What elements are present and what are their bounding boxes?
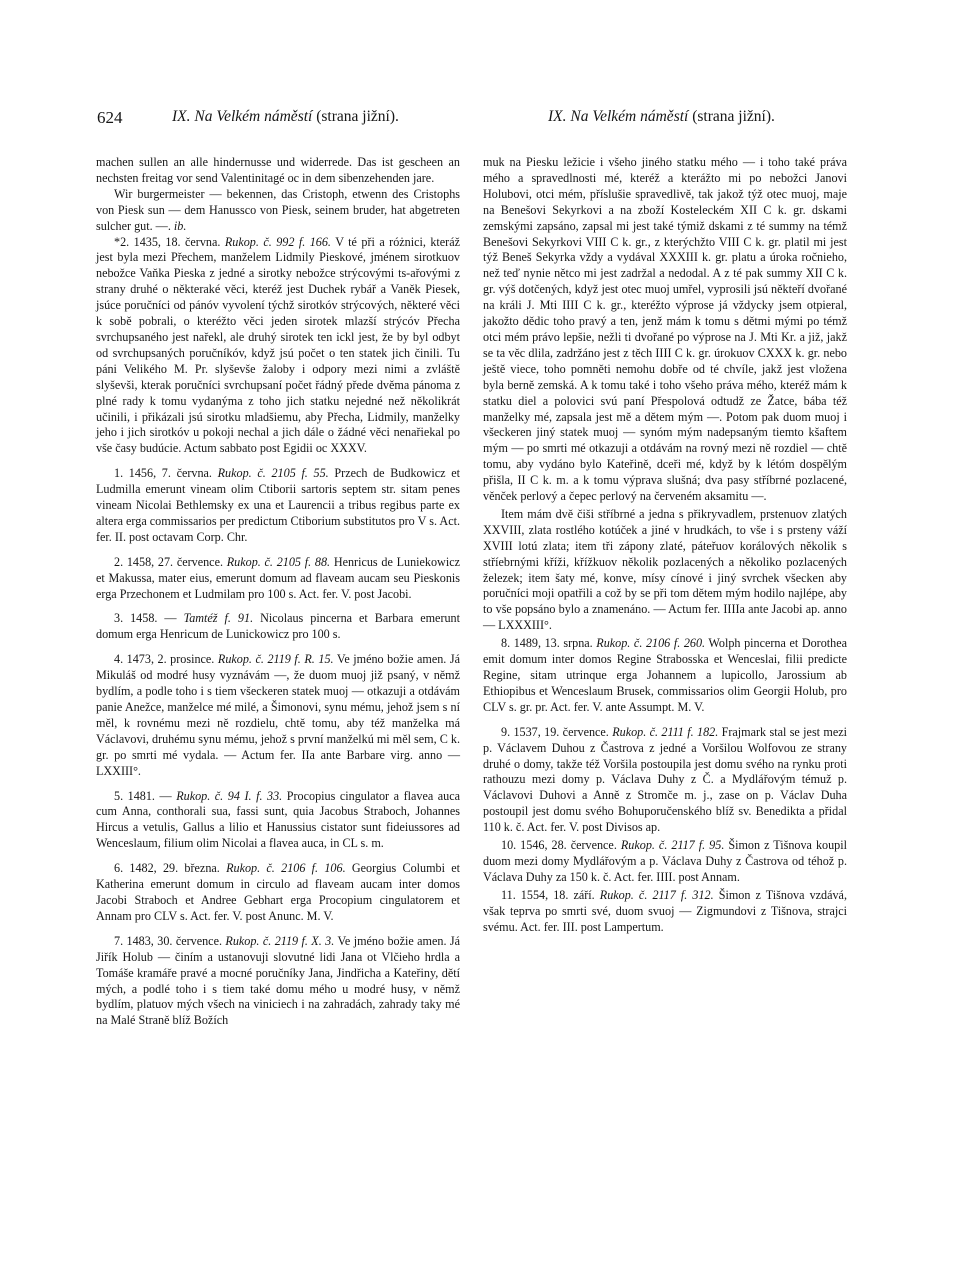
source-citation: Rukop. č. 2117 f. 312. xyxy=(599,887,714,902)
paragraph xyxy=(96,555,460,603)
paragraph-text: Šimon z Tišnova koupil duom mezi domy Mydlářovým a p. Václava Duhy z Častrova od téhož p. Václava Duhy za 150 k. č. Act. fer. IIII. post Annam. xyxy=(483,838,847,884)
header-left-title: Na Velkém náměstí xyxy=(194,108,313,125)
paragraph-text: V té při a różnici, kteráž jest byla mezi Přechem, manželem Lidmily Pieskové, jménem sirotkuov nebožce Vaňka Pieska z jedné a sirotky nebožce strýcovými ts-ařovými z strany druhé o některaké věci, kteréž jest Duchek rybář a Vaněk Piesek, jsúce poručníci od pánóv vyvolení týchž sirotkóv strýcových, některé věci k sobě pobrali, o kteréžto věci jeden sirotek mlazší strýcóv Přecha svrchupsaného jest nařekl, ale druhý sirotek ten ickl jest, že by byl odbyt od svrchupsaných poručníkóv, když jsú počet o ten statek jich činili. Tu páni Velikého M. Pr. slyševše žaloby i odpory mezi nimi a zvláště slyševši, kterak poručníci svrchupsaní počet řádný přede dvěma pánoma z plné rady k tomu vydanýma z toho jich statku nejedné než několikrát učinili, i přikázali jsú sirotku mladšiemu, aby Přecha, Lidmily, manželky jeho i jich sirotkóv u pokoji nechal a jich dále o žádné věci nenařiekal po vše časy budúcie. Actum sabbato post Egidii oc XXXV. xyxy=(96,234,460,456)
page-number: 624 xyxy=(97,108,123,127)
paragraph xyxy=(96,611,460,643)
paragraph xyxy=(483,155,847,505)
paragraph-text: Procopius cingulator a flavea auca cum Anna, conthorali sua, fassi sunt, quia Jacobus Straboch, Johannes Hircus a vetulis, Gallus a lilio et Hanussius cistator sunt fideiussores ad Wenceslaum, filium olim Nicolai a flavea auca, in CL s. m. xyxy=(96,788,461,851)
header-right-title: Na Velkém náměstí xyxy=(570,108,689,125)
paragraph-text: Item mám dvě čiši stříbrné a jedna s přikryvadlem, prstenuov zlatých XXVIII, zlata rostlého kotúček a jiné v hrudkách, to vše i s prsteny váží XVIII lotú zlata; item tři zápony zlaté, páteřuov korálových několik s stříebrnými kříži, křížkuov několik pozlacených a několiko pozlacených železek; item šaty mé, konve, mísy cínové i jiný svrchek všecken aby poručníci moji opatřili a což by se při tom dětem mým hodilo najlépe, aby to vše popsáno bylo a znamenáno. — Actum fer. IIIIa ante Jacobi ap. anno — LXXXIII°. xyxy=(483,506,847,633)
source-citation: Rukop. č. 94 I. f. 33. xyxy=(176,788,283,803)
paragraph xyxy=(96,789,460,853)
paragraph xyxy=(96,235,460,458)
paragraph-text: Ve jméno božie amen. Já Jiřík Holub — činím a ustanovuji slovutné lidi Jana ot Vlčieho hrdla a Tomáše kramáře pravé a mocné poručníky Jana, Jindřicha a Kateřiny, dětí mých, a podlé toho i s tiem také domu mého u modré husy, v němž bydlím, platuov mých všech na viniciech i na zahradách, zahrady taky mé na Malé Straně blíž Božích xyxy=(96,933,460,1028)
header-right-note: (strana jižní). xyxy=(692,108,775,125)
paragraph-text: 4. 1473, 2. prosince. xyxy=(114,652,218,667)
left-text-column xyxy=(96,155,460,1029)
paragraph-text: 1. 1456, 7. června. xyxy=(114,466,218,481)
paragraph-text: 8. 1489, 13. srpna. xyxy=(501,636,597,651)
paragraph-text: 2. 1458, 27. července. xyxy=(114,554,227,569)
source-citation: Rukop. č. 2117 f. 95. xyxy=(620,838,725,853)
source-citation: Rukop. č. 992 f. 166. xyxy=(224,234,331,249)
paragraph-text: Ve jméno božie amen. Já Mikuláš od modré husy vyznávám —, že duom muoj již psaný, v němž bydlím, a podle toho i s tiem všeckeren statek muoj — otkazuji a otdávám panie Anežce, manželce mé milé, a Šimonovi, synu mému, jehož jsem s ní měl, k rovnému mezi ně rozdielu, chtě tomu, aby též manželka má Václavovi, druhému synu mému, jehož s první manželkú mi měl sem, C k. gr. po smrti mé vydala. — Actum fer. IIa ante Barbare virg. anno — LXXIII°. xyxy=(96,652,460,778)
paragraph xyxy=(96,187,460,235)
paragraph xyxy=(483,507,847,634)
source-citation: ib. xyxy=(173,218,187,233)
paragraph xyxy=(483,888,847,936)
paragraph xyxy=(96,155,460,187)
paragraph-text: Georgius Columbi et Katherina emerunt domum in circulo ad flaveam aucam inter domos Jacobi Straboch et Andree Gebhart erga Procopium cingulatorem et Annam pro CLV s. Act. fer. V. post Anunc. M. V. xyxy=(96,861,461,923)
paragraph-text: muk na Piesku ležicie i všeho jiného statku mého — i toho také práva mého a spravedlnosti mé, kteréž a kterážto mi po nebožci Janovi Holubovi, otci mém, příslušie spravedlivě, tak jakož týž otec muoj, maje na Benešovi Sekyrkovi a na zboží Kosteleckém XII C k. gr. dskami zemskými zapsáno, zapsal mi jest také týmiž dskami z té summy na témž Benešovi Sekyrkovi VIII C k. gr., z kterýchžto VIII C k. gr. platil mi jest týž Beneš Sekyrka vždy a vydával XXXIII k. gr. platu a úroka ročnieho, než teď nynie nětco mi jest zadržal a nedodal. A z té pak summy XII C k. gr. výš dotčených, když jest otec muoj umřel, vyprosili jsú někteří dvořané na králi J. Mti IIII C k. gr., kteréžto výprose já vždycky jsem otpieral, jakožto dědic toho pravý a ten, jenž mám k tomu s dětmi mými po témž otci mém právo lepšie, nežli ti dvořané po výprose na J. Mti Kr. a již, jakž se ta věc dlila, zadržáno jest z těch IIII C k. gr. úrokuov CXXX k. gr. nebo ještě viece, toho pomněti nemohu dobře od té chvíle, jakž jest vložena byla berně zemská. A k tomu také i toho všeho práva mého, kteréž mám k statku diel a polovici svú paní Přespolová odtudž ze Žatce, bába též manželky mé, zapsala jest mě a dětem mým —. Potom pak duom muoj i všeckeren jiný statek muoj — synóm mým nadepsaným tiemto kšaftem mým — po smrti mé otkazuji a otdávám na rovný mezi ně rozdiel — chtě tomu, aby vydáno bylo Kateřině, dceři mé, když by k létóm dospělým přišla, II C k. m. a k tomu výprava slušná; dva pasy stříbrné pozlacené, věnček perlový a čepec perlový na červeném aksamitu —. xyxy=(483,155,847,504)
source-citation: Rukop. č. 2119 f. R. 15. xyxy=(217,652,334,667)
paragraph xyxy=(483,725,847,836)
paragraph-text: Šimon z Tišnova vzdává, však teprva po smrti své, duom svuoj — Zigmundovi z Tišnova, strajci svému. Act. fer. III. post Lampertum. xyxy=(483,887,847,934)
paragraph-text: 7. 1483, 30. července. xyxy=(114,933,226,948)
paragraph-text: *2. 1435, 18. června. xyxy=(114,234,225,249)
paragraph-text: machen sullen an alle hindernusse und widerrede. Das ist gescheen an nechsten freitag vor send Valentinitagé oc in dem sibenzehenden jare. xyxy=(96,155,460,185)
paragraph-text: 9. 1537, 19. července. xyxy=(501,724,613,739)
header-left-note: (strana jižní). xyxy=(316,108,399,125)
source-citation: Rukop. č. 2119 f. X. 3. xyxy=(225,933,335,948)
right-text-column xyxy=(483,155,847,936)
source-citation: Tamtéž f. 91. xyxy=(183,611,254,626)
paragraph-text: Wolph pincerna et Dorothea emit domum inter domos Regine Strabosska et Wenceslai, filii predicte Regine, sitam utrinque erga Johannem a lupicollo, Jarossium ab Ethiopibus et Wenceslaum Brusek, commissarios olim Georgii Holub, pro CLV s. gr. pr. Act. fer. V. ante Assumpt. M. V. xyxy=(483,636,847,714)
paragraph xyxy=(96,652,460,779)
paragraph xyxy=(96,466,460,546)
paragraph-text: 5. 1481. — xyxy=(114,788,177,803)
source-citation: Rukop. č. 2111 f. 182. xyxy=(612,724,719,739)
paragraph-text: Frajmark stal se jest mezi p. Václavem Duhou z Častrova z jedné a Voršilou Wolfovou ze strany druhé o domy, takže též Voršila postoupila jest domu svého na rynku proti rathouzu mezi domy p. Václava Duhy z Č. a Mydlářovým témuž p. Václavovi Duhovi a Anně z Stromče m. j., zase on p. Václav Duha postoupil jest domu svého Bohuporučenského blíž sv. Benedikta a přidal 110 k. č. Act. fer. V. post Divisos ap. xyxy=(483,724,847,835)
running-header-left xyxy=(172,108,399,126)
paragraph-text: 11. 1554, 18. září. xyxy=(501,887,600,902)
paragraph-text: Henricus de Luniekowicz et Makussa, mater eius, emerunt domum ad flaveam aucam seu Pieskonis erga Przechonem et Ludmilam pro 100 s. Act. fer. V. post Jacobi. xyxy=(96,554,460,601)
running-header-right xyxy=(548,108,775,126)
source-citation: Rukop. č. 2106 f. 260. xyxy=(596,636,706,651)
header-left-roman: IX. xyxy=(172,108,191,125)
source-citation: Rukop. č. 2105 f. 88. xyxy=(226,554,331,569)
source-citation: Rukop. č. 2105 f. 55. xyxy=(217,466,329,481)
paragraph-text: 3. 1458. — xyxy=(114,611,184,626)
paragraph-text: 6. 1482, 29. března. xyxy=(114,861,227,876)
source-citation: Rukop. č. 2106 f. 106. xyxy=(226,861,346,876)
header-right-roman: IX. xyxy=(548,108,567,125)
paragraph xyxy=(483,838,847,886)
paragraph-text: Przech de Budkowicz et Ludmilla emerunt vineam olim Ctiborii sartoris septem str. sitam penes vineam Nicolai Bethlemsky ex una et Laurencii a tribus regibus parte ex altera erga commissarios per predictum Ctiborium substitutos pro V s. Act. fer. II. post octavam Corp. Chr. xyxy=(96,466,460,544)
paragraph xyxy=(96,861,460,925)
paragraph-text: Nicolaus pincerna et Barbara emerunt domum erga Henricum de Lunickowicz pro 100 s. xyxy=(96,611,460,642)
paragraph-text: 10. 1546, 28. července. xyxy=(501,838,621,853)
paragraph-text: Wir burgermeister — bekennen, das Cristoph, etwenn des Cristophs von Piesk sun — dem Hanussco von Piesk, seinem bruder, hat abgetreten sulcher gut. —. xyxy=(96,186,460,233)
paragraph xyxy=(483,636,847,716)
paragraph xyxy=(96,934,460,1029)
